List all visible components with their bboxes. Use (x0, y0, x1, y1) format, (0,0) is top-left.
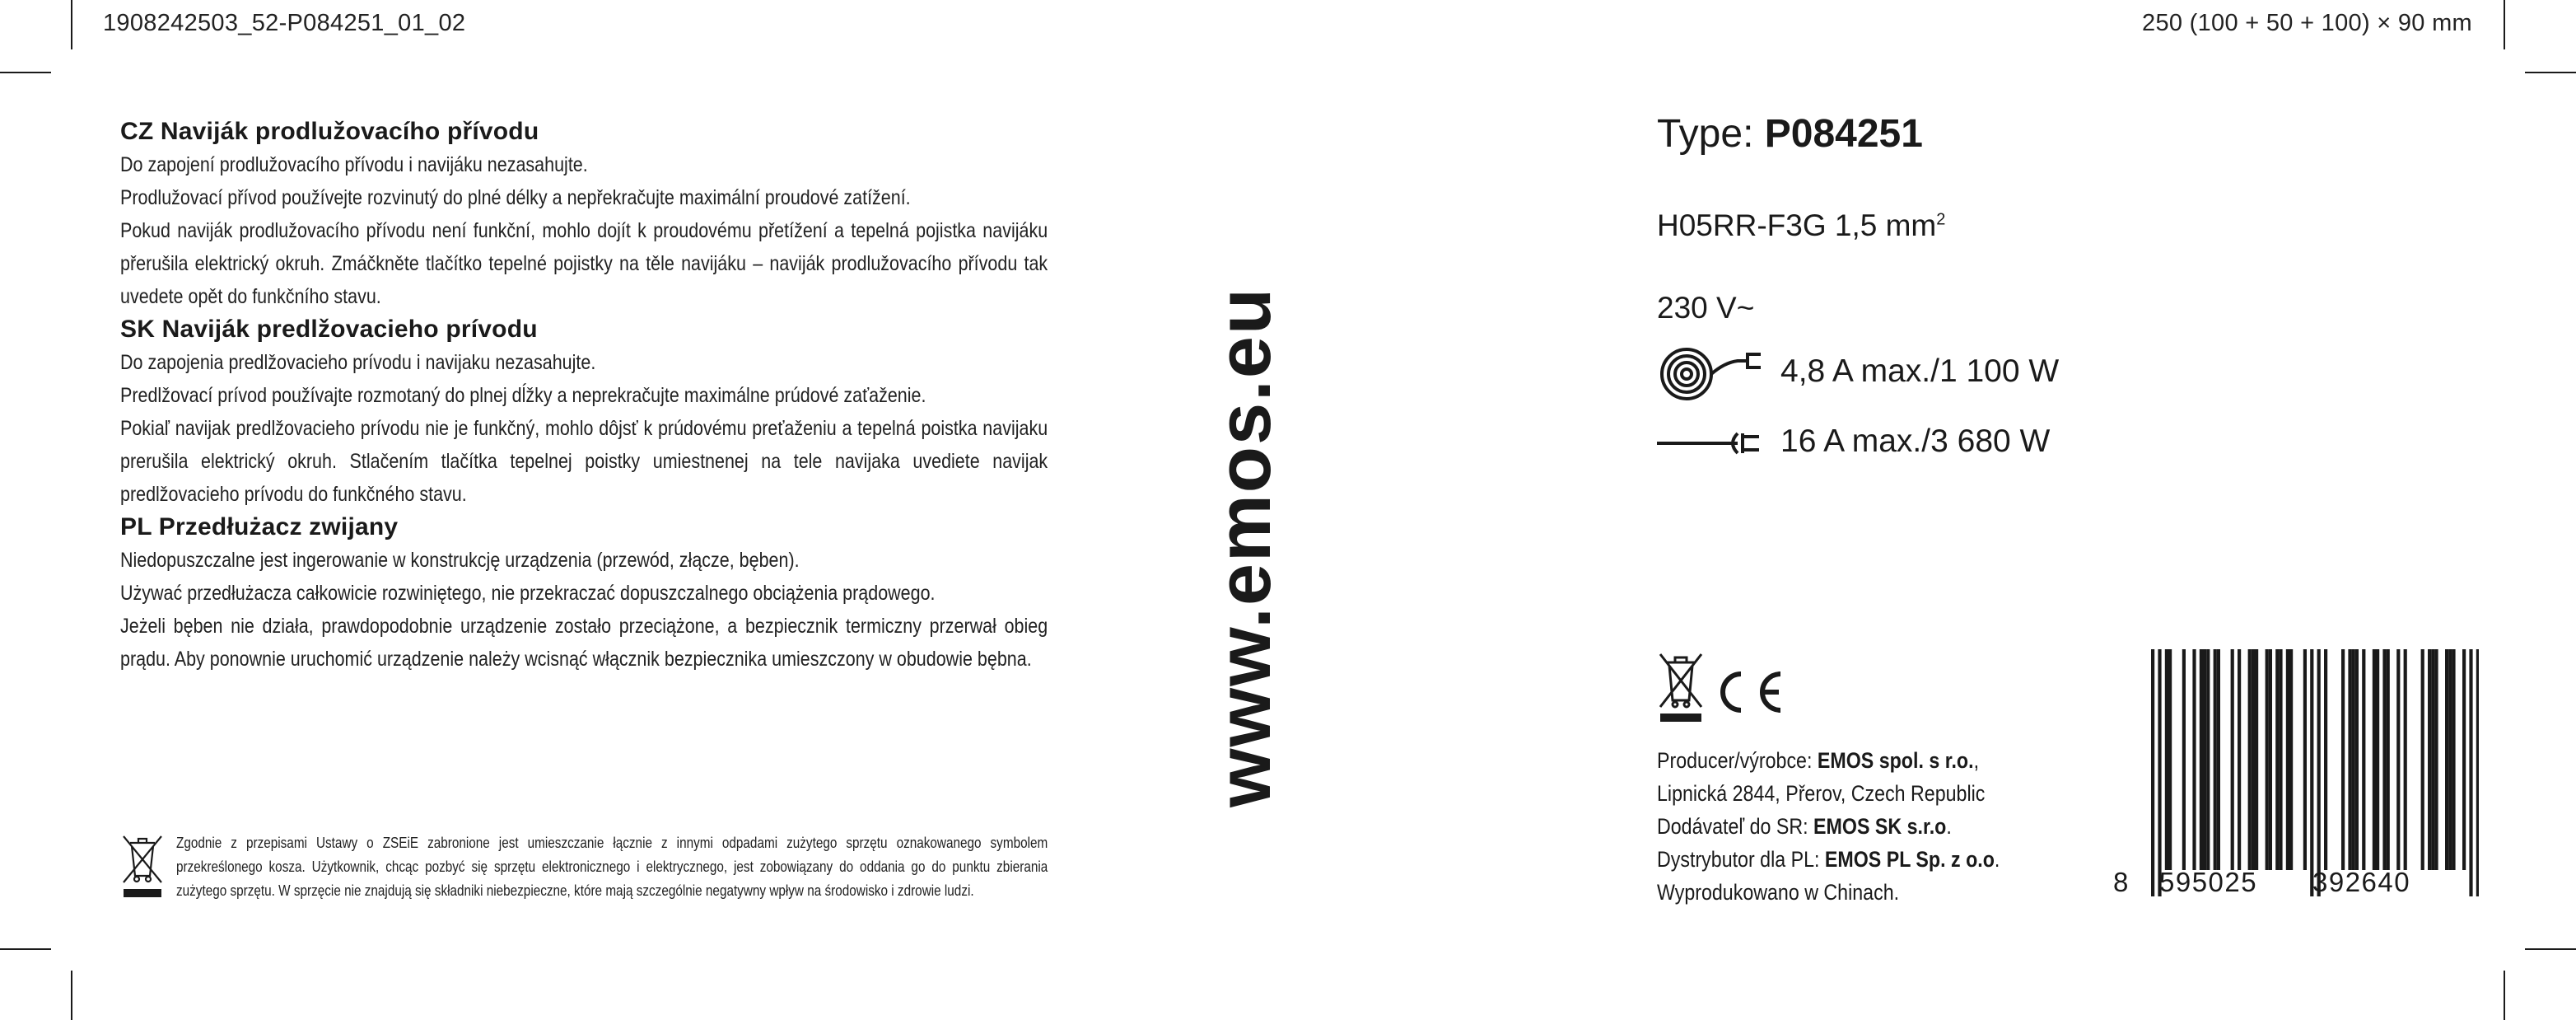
crop-mark-tr-h (2525, 72, 2576, 73)
producer-line-2: Lipnická 2844, Přerov, Czech Republic (1657, 781, 1986, 806)
barcode-bar (2279, 649, 2282, 870)
uncoiled-cable-icon (1655, 427, 1771, 463)
weee-bin-icon (120, 830, 165, 904)
barcode-bar (2462, 649, 2466, 870)
barcode-bar (2352, 649, 2355, 870)
crop-mark-br-v (2504, 971, 2505, 1020)
barcode-bar (2214, 649, 2217, 870)
barcode-bar (2266, 649, 2269, 870)
barcode-bar (2217, 649, 2220, 870)
barcode-bar (2286, 649, 2289, 870)
barcode-bar (2376, 649, 2379, 870)
weee-notice (120, 830, 1048, 905)
producer-line-1: Producer/výrobce: EMOS spol. s r.o., (1657, 748, 1980, 773)
barcode-digit-first: 8 (2113, 867, 2130, 897)
producer-info (1657, 744, 2000, 909)
weee-icon (1660, 654, 1701, 707)
barcode-bar (2231, 649, 2234, 870)
crop-mark-tl-h (0, 72, 51, 73)
barcode-bar (2192, 649, 2196, 870)
producer-line-3: Dodávateľ do SR: EMOS SK s.r.o. (1657, 814, 1952, 839)
weee-text: Zgodnie z przepisami Ustawy o ZSEiE zabronione jest umieszczanie łącznie z innymi odpadami zużytego sprzętu oznakowanego symbolem przekreślonego kosza. Użytkownik, chcąc pozbyć się sprzętu elektronicznego i elektrycznego, jest zobowiązany do oddania go do punktu zbierania zużytego sprzętu. W sprzęcie nie znajdują się składniki niebezpieczne, które mają szczególnie negatywny wpływ na środowisko i zdrowie ludzi. (176, 835, 1048, 899)
barcode-bar (2255, 649, 2258, 870)
barcode-bar (2248, 649, 2252, 870)
section-title-pl: PL Przedłużacz zwijany (120, 513, 399, 540)
crop-mark-bl-h (0, 948, 51, 950)
barcode-bar (2238, 649, 2241, 870)
barcode-bar (2310, 649, 2313, 896)
crop-mark-tl-v (71, 0, 72, 49)
voltage: 230 V~ (1657, 291, 1755, 325)
type-code: P084251 (1764, 112, 1923, 156)
certification-marks (1657, 651, 1789, 727)
paragraph-cz-2: Prodlužovací přívod používejte rozvinutý do plné délky a nepřekračujte maximální proudové zatížení. (120, 186, 911, 209)
barcode-bar (2275, 649, 2279, 870)
print-dimensions: 250 (100 + 50 + 100) × 90 mm (2142, 10, 2472, 36)
barcode-bar (2469, 649, 2472, 896)
barcode-bar (2200, 649, 2203, 870)
crop-mark-bl-v (71, 971, 72, 1020)
barcode-bar (2355, 649, 2359, 870)
barcode-bar (2476, 649, 2479, 896)
crop-mark-br-h (2525, 948, 2576, 950)
barcode-bar (2362, 649, 2365, 870)
barcode-bar (2324, 649, 2327, 870)
barcode-bar (2373, 649, 2376, 870)
weee-bar (1660, 714, 1701, 722)
barcode-bar (2452, 649, 2455, 870)
barcode-bar (2341, 649, 2345, 870)
barcode-bar (2317, 649, 2321, 896)
barcode-digits-right: 392640 (2312, 867, 2411, 897)
cable-main: H05RR-F3G 1,5 mm (1657, 208, 1937, 242)
instructions-column (120, 115, 1048, 676)
barcode-bar (2404, 649, 2407, 870)
barcode-digits-left: 595025 (2159, 867, 2258, 897)
ce-mark (1723, 674, 1780, 710)
rating-uncoiled: 16 A max./3 680 W (1780, 423, 2051, 459)
paragraph-pl-3: Jeżeli bęben nie działa, prawdopodobnie urządzenie zostało przeciążone, a bezpiecznik termiczny przerwał obieg prądu. Aby ponownie uruchomić urządzenie należy wcisnąć włącznik bezpiecznika umieszczony w obudowie bębna. (120, 615, 1048, 671)
barcode-bar (2428, 649, 2431, 870)
barcode-bar (2445, 649, 2448, 870)
barcode-bar (2206, 649, 2210, 870)
crop-mark-tr-v (2504, 0, 2505, 49)
paragraph-pl-1: Niedopuszczalne jest ingerowanie w konstrukcję urządzenia (przewód, złącze, bęben). (120, 549, 800, 572)
producer-line-5: Wyprodukowano w Chinach. (1657, 880, 1900, 905)
cable-spec (1657, 208, 1945, 243)
paragraph-cz-3: Pokud naviják prodlužovacího přívodu není funkční, mohlo dojít k proudovému přetížení a tepelná pojistka navijáku přerušila elektrický okruh. Zmáčkněte tlačítko tepelné pojistky na těle navijáku – naviják prodlužovacího přívodu tak uvedete opět do funkčního stavu. (120, 219, 1048, 308)
barcode-bar (2158, 649, 2161, 896)
type-label: Type: (1657, 112, 1754, 156)
barcode-bar (2289, 649, 2293, 870)
barcode-bar (2252, 649, 2255, 870)
barcode-bar (2151, 649, 2154, 896)
paragraph-pl-2: Używać przedłużacza całkowicie rozwiniętego, nie przekraczać dopuszczalnego obciążenia prądowego. (120, 582, 936, 605)
rating-coiled: 4,8 A max./1 100 W (1780, 353, 2060, 389)
cable-sup: 2 (1936, 210, 1946, 229)
print-code: 1908242503_52-P084251_01_02 (103, 10, 466, 36)
section-title-sk: SK Naviják predlžovacieho prívodu (120, 316, 538, 343)
paragraph-sk-2: Predlžovací prívod používajte rozmotaný do plnej dĺžky a neprekračujte maximálne prúdové zaťaženie. (120, 384, 926, 407)
barcode-bar (2396, 649, 2400, 870)
paragraph-sk-3: Pokiaľ navijak predlžovacieho prívodu nie je funkčný, mohlo dôjsť k prúdovému preťaženiu a tepelná poistka navijaku prerušila elektrický okruh. Stlačením tlačítka tepelnej poistky umiestnenej na tele navijaka uvediete navijak predlžovacieho prívodu do funkčného stavu. (120, 417, 1048, 506)
barcode-bar (2165, 649, 2168, 870)
section-title-cz: CZ Naviják prodlužovacího přívodu (120, 118, 539, 145)
barcode-bar (2421, 649, 2424, 870)
barcode-bar (2182, 649, 2186, 870)
barcode-bar (2269, 649, 2272, 870)
website-url: www.emos.eu (1202, 286, 1286, 807)
barcode-bar (2348, 649, 2351, 870)
paragraph-cz-1: Do zapojení prodlužovacího přívodu i navijáku nezasahujte. (120, 153, 588, 176)
barcode-bar (2387, 649, 2390, 870)
barcode-bar (2203, 649, 2206, 870)
paragraph-sk-1: Do zapojenia predlžovacieho prívodu i navijaku nezasahujte. (120, 351, 596, 374)
barcode-bar (2431, 649, 2434, 870)
barcode-bar (2168, 649, 2172, 870)
barcode-bar (2434, 649, 2438, 870)
barcode-bar (2448, 649, 2452, 870)
producer-line-4: Dystrybutor dla PL: EMOS PL Sp. z o.o. (1657, 847, 2000, 872)
barcode-bar (2382, 649, 2386, 870)
barcode-bar (2303, 649, 2307, 870)
type-line (1657, 111, 1923, 157)
coiled-reel-icon (1655, 338, 1771, 404)
